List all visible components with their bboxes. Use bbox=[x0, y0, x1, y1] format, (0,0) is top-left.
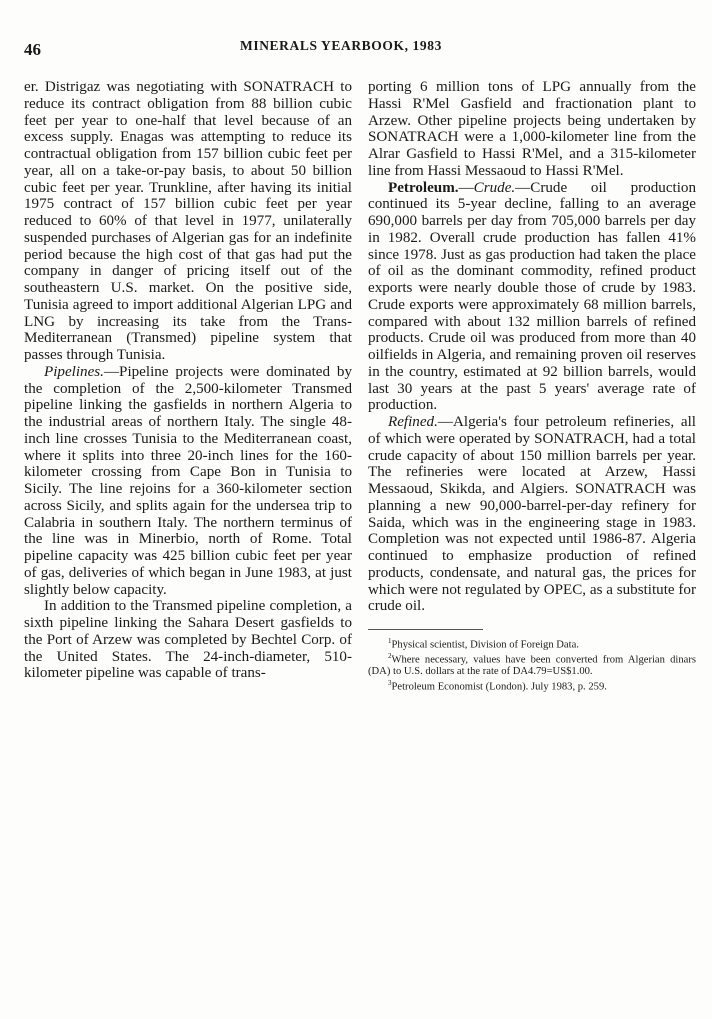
crude-subhead: Crude. bbox=[473, 179, 516, 196]
refined-subhead: Refined. bbox=[388, 414, 438, 430]
refined-body: —Algeria's four petroleum refineries, all of which were operated by SONATRACH, had a total crude capacity of about 150 million barrels per year. The refineries were located at Arzew, Hassi Messaoud, Skikda, and Algiers. SONATRACH was planning a new 90,000-barrel-per-day refinery for Saida, which was in the engineering stage in 1983. Completion was not expected until 1986-87. Algeria continued to emphasize production of refined products, condensate, and natural gas, the prices for which were not regulated by OPEC, as a substitute for crude oil. bbox=[368, 414, 696, 615]
pipelines-subhead: Pipelines. bbox=[44, 363, 104, 380]
paragraph-pipelines bbox=[24, 364, 352, 599]
footnote-text: Physical scientist, Division of Foreign Data. bbox=[391, 639, 579, 651]
paragraph-distrigaz: er. Distrigaz was negotiating with SONATRACH to reduce its contract obligation from 88 billion cubic feet per year to one-half that level because of an excess supply. Enagas was attempting to reduce its contractual obligation from 157 billion cubic feet per year, all on a take-or-pay basis, to about 50 billion cubic feet per year. Trunkline, after having its initial 1975 contract of 157 billion cubic feet per year reduced to 60% of that level in 1977, unilaterally suspended purchases of Algerian gas for an indefinite period because the high cost of that gas had put the company in danger of pricing itself out of the southeastern U.S. market. On the positive side, Tunisia agreed to import additional Algerian LPG and LNG by increasing its take from the Trans-Mediterranean (Transmed) pipeline system that passes through Tunisia. bbox=[24, 79, 352, 363]
footnote-rule bbox=[368, 629, 483, 636]
footnote-mark: 2 bbox=[388, 652, 392, 661]
left-column bbox=[24, 79, 352, 682]
footnote-text: Petroleum Economist (London). July 1983, p. 259. bbox=[391, 681, 607, 693]
page-number: 46 bbox=[24, 40, 41, 59]
footnote-text: Where necessary, values have been converted from Algerian dinars (DA) to U.S. dollars at the rate of DA4.79=US$1.00. bbox=[368, 654, 696, 678]
paragraph-petroleum-crude: Petroleum.—Crude.—Crude oil production continued its 5-year decline, falling to an average 690,000 barrels per day from 705,000 barrels per day in 1982. Overall crude production has fallen 41% since 1978. Just as gas production had taken the place of oil as the dominant commodity, refined product exports were nearly double those of crude by 1983. Crude exports were approximately 68 million barrels, compared with about 132 million barrels of refined products. Crude oil was produced from more than 40 oilfields in Algeria, and remaining proven oil reserves in the country, estimated at 92 billion barrels, would last 30 years at the past 5 years' average rate of production. bbox=[368, 179, 696, 414]
footnote-mark: 1 bbox=[388, 637, 392, 645]
running-head: MINERALS YEARBOOK, 1983 bbox=[240, 38, 442, 53]
footnote-mark: 3 bbox=[388, 678, 392, 687]
paragraph-lpg-transport: porting 6 million tons of LPG annually from the Hassi R'Mel Gasfield and fractionation plant to Arzew. Other pipeline projects being undertaken by SONATRACH were a 1,000-kilometer line from the Alrar Gasfield to Hassi R'Mel, and a 315-kilometer line from Hassi Messaoud to Hassi R'Mel. bbox=[368, 79, 696, 179]
paragraph-sixth-pipeline: In addition to the Transmed pipeline completion, a sixth pipeline linking the Sahara Desert gasfields to the Port of Arzew was completed by Bechtel Corp. of the United States. The 24-inch-diameter, 510-kilometer pipeline was capable of trans- bbox=[24, 598, 352, 682]
right-column bbox=[368, 79, 696, 693]
crude-body: —Crude oil production continued its 5-year decline, falling to an average 690,000 barrels per day from 705,000 barrels per day in 1982. Overall crude production has fallen 41% since 1978. Just as gas production had taken the place of oil as the dominant commodity, refined product exports were nearly double those of crude by 1983. Crude exports were approximately 68 million barrels, compared with about 132 million barrels of refined products. Crude oil was produced from more than 40 oilfields in Algeria, and remaining proven oil reserves in the country, estimated at 92 billion barrels, would last 30 years at the past 5 years' average rate of production. bbox=[368, 179, 696, 414]
footnote-2 bbox=[368, 651, 696, 678]
footnote-3 bbox=[368, 678, 696, 693]
pipelines-body: —Pipeline projects were dominated by the completion of the 2,500-kilometer Transmed pipeline linking the gasfields in northern Algeria to the industrial areas of northern Italy. The single 48-inch line crosses Tunisia to the Mediterranean coast, where it splits into three 20-inch lines for the 160-kilometer crossing from Cape Bon in Tunisia to Sicily. The line rejoins for a 360-kilometer section across Sicily, and splits again for the undersea trip to Calabria in southern Italy. The northern terminus of the line was in Minerbio, north of Rome. Total pipeline capacity was 425 billion cubic feet per year of gas, deliveries of which began in June 1983, at just slightly below capacity. bbox=[24, 363, 352, 598]
footnote-1 bbox=[368, 636, 696, 651]
footnotes bbox=[368, 636, 696, 693]
paragraph-refined bbox=[368, 414, 696, 615]
petroleum-heading: Petroleum. bbox=[388, 179, 459, 196]
